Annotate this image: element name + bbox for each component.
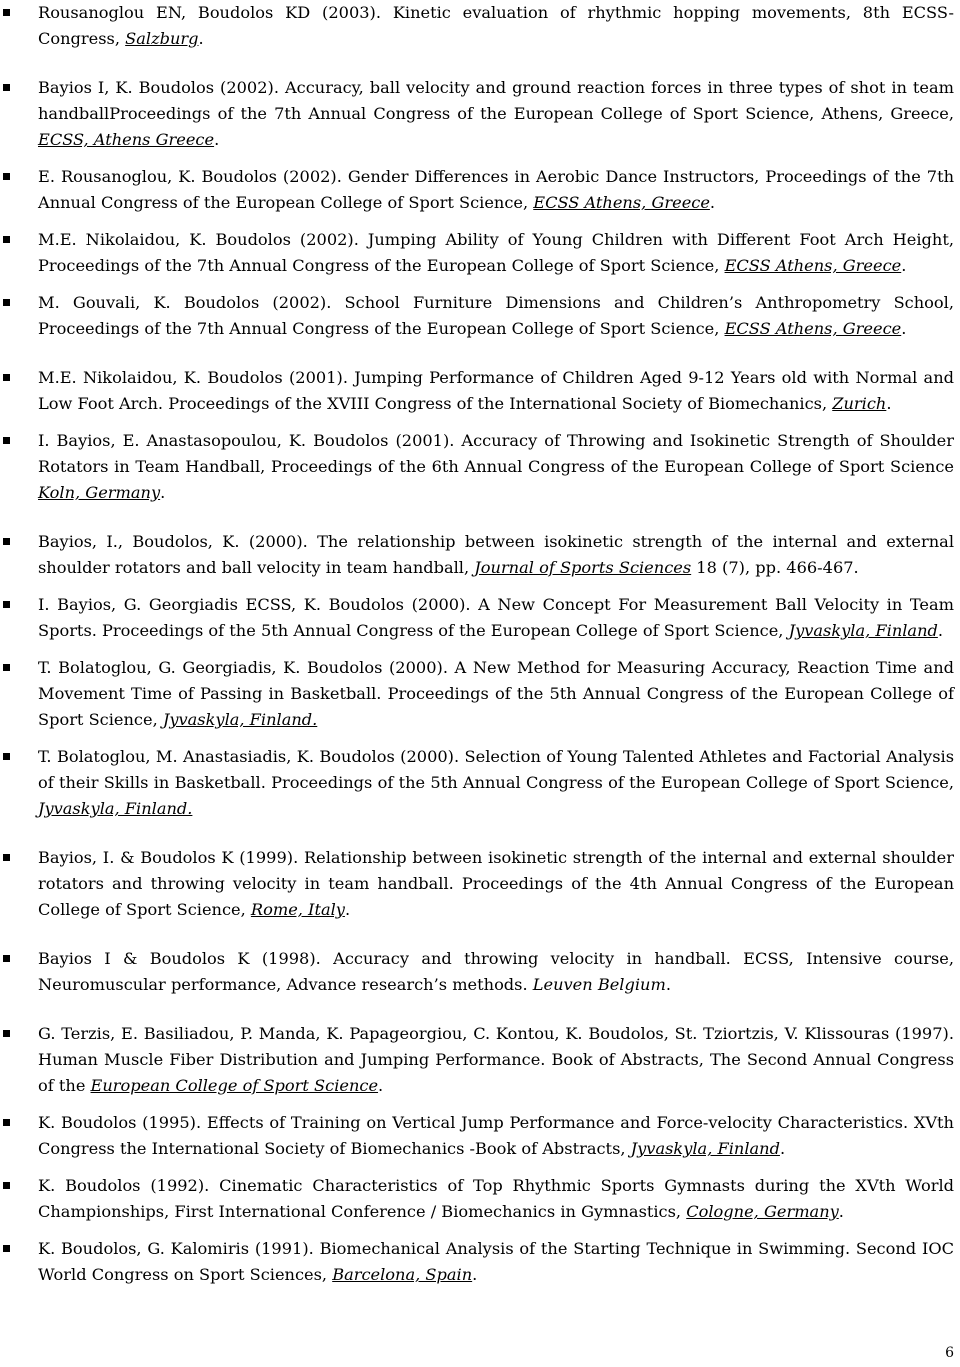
reference-location-link: ECSS Athens, Greece xyxy=(724,319,902,338)
reference-tail: . xyxy=(665,975,671,994)
reference-tail: . xyxy=(378,1076,384,1095)
reference-entry xyxy=(0,744,960,822)
bullet-icon xyxy=(3,84,10,91)
reference-text: Bayios, I. & Boudolos K (1999). Relationship between isokinetic strength of the internal and external shoulder rotators and throwing velocity in team handball. Proceedings of the 4th Annual Congress of the European College of Sport Science, xyxy=(38,848,954,919)
bullet-icon xyxy=(3,753,10,760)
reference-tail: . xyxy=(901,256,907,275)
reference-entry xyxy=(0,75,960,153)
page-number: 6 xyxy=(945,1345,954,1361)
reference-text: I. Bayios, E. Anastasopoulou, K. Boudolos (2001). Accuracy of Throwing and Isokinetic Strength of Shoulder Rotators in Team Handball, Proceedings of the 6th Annual Congress of the European College of Sport Science xyxy=(38,431,954,476)
reference-location-link: Jyvaskyla, Finland. xyxy=(38,799,193,818)
reference-tail: . xyxy=(160,483,166,502)
bullet-icon xyxy=(3,538,10,545)
reference-entry xyxy=(0,365,960,417)
reference-tail: . xyxy=(901,319,907,338)
reference-location-link: Journal of Sports Sciences xyxy=(474,558,692,577)
reference-tail: . xyxy=(709,193,716,212)
reference-entry xyxy=(0,290,960,342)
reference-text: I. Bayios, G. Georgiadis ECSS, K. Boudolos (2000). A New Concept For Measurement Ball Velocity in Team Sports. Proceedings of the 5th Annual Congress of the European College of Sport Science, xyxy=(38,595,954,640)
reference-entry xyxy=(0,655,960,733)
reference-location-link: Barcelona, Spain xyxy=(332,1265,473,1284)
reference-text: Bayios I & Boudolos K (1998). Accuracy and throwing velocity in handball. ECSS, Intensive course, Neuromuscular performance, Advance research’s methods. xyxy=(38,949,954,994)
bullet-icon xyxy=(3,1182,10,1189)
bullet-icon xyxy=(3,1245,10,1252)
reference-tail: . xyxy=(344,900,351,919)
bullet-icon xyxy=(3,601,10,608)
reference-entry xyxy=(0,428,960,506)
reference-tail: . xyxy=(937,621,944,640)
reference-entry xyxy=(0,946,960,998)
bullet-icon xyxy=(3,374,10,381)
bullet-icon xyxy=(3,236,10,243)
reference-text: Rousanoglou EN, Boudolos KD (2003). Kinetic evaluation of rhythmic hopping movements, 8th ECSS-Congress, xyxy=(38,3,954,48)
reference-location-link: Cologne, Germany xyxy=(686,1202,839,1221)
reference-location-link: Jyvaskyla, Finland. xyxy=(162,710,318,729)
reference-tail: . xyxy=(838,1202,844,1221)
reference-location-link: Koln, Germany xyxy=(38,483,161,502)
reference-tail: . xyxy=(779,1139,786,1158)
reference-location-link: Jyvaskyla, Finland xyxy=(630,1139,780,1158)
bullet-icon xyxy=(3,299,10,306)
reference-text: Bayios, I., Boudolos, K. (2000). The relationship between isokinetic strength of the internal and external shoulder rotators and ball velocity in team handball, xyxy=(38,532,954,577)
reference-text: M.E. Nikolaidou, K. Boudolos (2001). Jumping Performance of Children Aged 9-12 Years old with Normal and Low Foot Arch. Proceedings of the XVIII Congress of the International Society of Biomechanics, xyxy=(38,368,954,413)
reference-text: K. Boudolos, G. Kalomiris (1991). Biomechanical Analysis of the Starting Technique in Swimming. Second IOC World Congress on Sport Sciences, xyxy=(38,1239,954,1284)
reference-entry xyxy=(0,164,960,216)
reference-location-link: Zurich xyxy=(832,394,887,413)
bullet-icon xyxy=(3,437,10,444)
reference-text: M.E. Nikolaidou, K. Boudolos (2002). Jumping Ability of Young Children with Different Foot Arch Height, Proceedings of the 7th Annual Congress of the European College of Sport Science, xyxy=(38,230,954,275)
reference-entry xyxy=(0,1110,960,1162)
reference-location-link: ECSS Athens, Greece xyxy=(724,256,902,275)
reference-location-link: Salzburg xyxy=(125,29,199,48)
bullet-icon xyxy=(3,664,10,671)
reference-text: K. Boudolos (1992). Cinematic Characteristics of Top Rhythmic Sports Gymnasts during the XVth World Championships, First International Conference / Biomechanics in Gymnastics, xyxy=(38,1176,954,1221)
reference-tail: . xyxy=(886,394,892,413)
reference-location-link: Rome, Italy xyxy=(250,900,345,919)
bullet-icon xyxy=(3,1119,10,1126)
bullet-icon xyxy=(3,173,10,180)
reference-text: M. Gouvali, K. Boudolos (2002). School Furniture Dimensions and Children’s Anthropometry School, Proceedings of the 7th Annual Congress of the European College of Sport Science, xyxy=(38,293,954,338)
bullet-icon xyxy=(3,9,10,16)
reference-text: T. Bolatoglou, G. Georgiadis, K. Boudolos (2000). A New Method for Measuring Accuracy, Reaction Time and Movement Time of Passing in Basketball. Proceedings of the 5th Annual Congress of the European College of Sport Science, xyxy=(38,658,954,729)
reference-location-link: ECSS Athens, Greece xyxy=(533,193,710,212)
reference-text: E. Rousanoglou, K. Boudolos (2002). Gender Differences in Aerobic Dance Instructors, Proceedings of the 7th Annual Congress of the European College of Sport Science, xyxy=(38,167,954,212)
reference-entry xyxy=(0,592,960,644)
reference-location-link: Jyvaskyla, Finland xyxy=(788,621,938,640)
reference-location-link: ECSS, Athens Greece xyxy=(38,130,215,149)
reference-tail: 18 (7), pp. 466-467. xyxy=(691,558,859,577)
reference-entry xyxy=(0,1021,960,1099)
reference-text: K. Boudolos (1995). Effects of Training on Vertical Jump Performance and Force-velocity Characteristics. XVth Congress the International Society of Biomechanics -Book of Abstracts, xyxy=(38,1113,954,1158)
reference-entry xyxy=(0,845,960,923)
reference-tail: . xyxy=(214,130,220,149)
reference-location-link: European College of Sport Science xyxy=(90,1076,379,1095)
reference-entry xyxy=(0,227,960,279)
bullet-icon xyxy=(3,854,10,861)
bullet-icon xyxy=(3,1030,10,1037)
reference-text: T. Bolatoglou, M. Anastasiadis, K. Boudolos (2000). Selection of Young Talented Athletes and Factorial Analysis of their Skills in Basketball. Proceedings of the 5th Annual Congress of the European College of Sport Science, xyxy=(38,747,954,792)
reference-entry xyxy=(0,1173,960,1225)
reference-text: Bayios I, K. Boudolos (2002). Accuracy, ball velocity and ground reaction forces in three types of shot in team handballProceedings of the 7th Annual Congress of the European College of Sport Science, Athens, Greece, xyxy=(38,78,954,123)
bullet-icon xyxy=(3,955,10,962)
reference-entry xyxy=(0,529,960,581)
reference-tail: . xyxy=(198,29,204,48)
reference-text: G. Terzis, E. Basiliadou, P. Manda, K. Papageorgiou, C. Kontou, K. Boudolos, St. Tziortzis, V. Klissouras (1997). Human Muscle Fiber Distribution and Jumping Performance. Book of Abstracts, The Second Annual Congress of the xyxy=(38,1024,954,1095)
reference-tail: . xyxy=(472,1265,478,1284)
reference-entry xyxy=(0,1236,960,1288)
reference-location-link: Leuven Belgium xyxy=(532,975,666,994)
reference-entry xyxy=(0,0,960,52)
